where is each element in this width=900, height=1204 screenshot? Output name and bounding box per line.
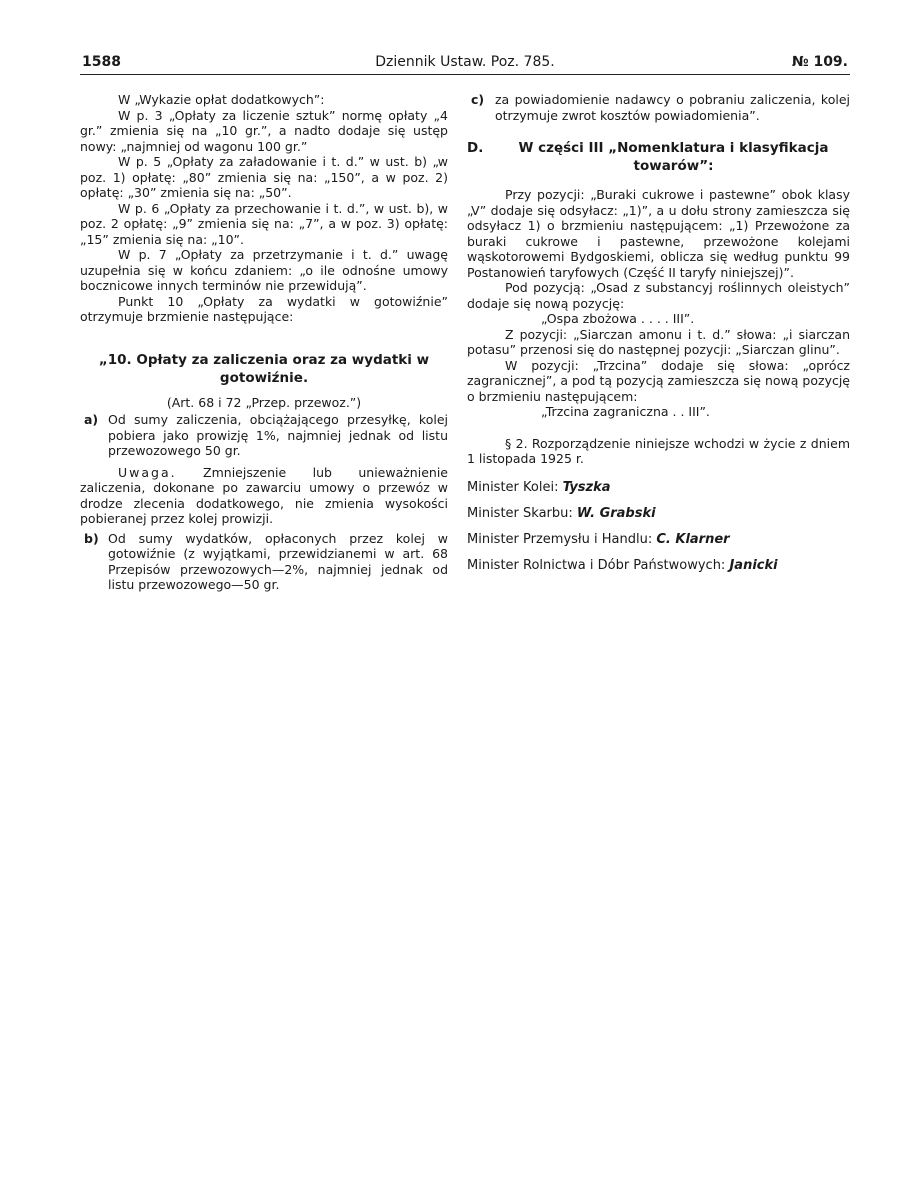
new-item-line: „Trzcina zagraniczna . . III”. (541, 404, 710, 419)
paragraph: Przy pozycji: „Buraki cukrowe i pastewne” obok klasy „V” dodaje się odsyłacz: „1)”, a u dołu strony zamieszcza się odsyłacz 1) o brzmieniu następującem: „1) Przewożone za buraki cukrowe i pastewne, przewożone kolejami wąskotorowemi Bydgoskiemi, oblicza się według punktu 99 Postanowień taryfowych (Część II taryfy niniejszej)”. (467, 187, 850, 280)
signature-role: Minister Rolnictwa i Dóbr Państwowych: (467, 557, 726, 573)
journal-title: Dziennik Ustaw. Poz. 785. (375, 54, 555, 70)
signature-name: Tyszka (562, 479, 611, 495)
note-label: Uwaga. (118, 464, 177, 480)
paragraph: W „Wykazie opłat dodatkowych”: (118, 92, 325, 107)
section-d-heading (467, 139, 850, 175)
page-header (82, 52, 848, 74)
signature-name: W. Grabski (576, 505, 656, 521)
paragraph: W p. 3 „Opłaty za liczenie sztuk” normę opłaty „4 gr.” zmienia się na „10 gr.”, a nadto dodaje się ustęp nowy: „najmniej od wagonu 100 gr.” (80, 107, 448, 154)
note-paragraph (80, 465, 448, 527)
signature-row (467, 527, 850, 553)
signature-row (467, 501, 850, 527)
signature-name: Janicki (729, 557, 778, 573)
signature-row (467, 475, 850, 501)
signature-role: Minister Skarbu: (467, 505, 573, 521)
item-marker: a) (84, 412, 99, 427)
item-text: za powiadomienie nadawcy o pobraniu zaliczenia, kolej otrzymuje zwrot kosztów powiadomienia”. (495, 92, 850, 123)
article-reference: (Art. 68 i 72 „Przep. przewoz.”) (166, 394, 362, 410)
section-title: W części III „Nomenklatura i klasyfikacja towarów”: (518, 140, 829, 174)
signature-name: C. Klarner (656, 531, 730, 547)
page-number: 1588 (82, 54, 121, 70)
signature-role: Minister Przemysłu i Handlu: (467, 531, 653, 547)
new-item-line: „Ospa zbożowa . . . . III”. (541, 311, 695, 326)
list-item-a (80, 412, 448, 459)
signature-role: Minister Kolei: (467, 479, 559, 495)
section-marker: D. (467, 140, 484, 156)
paragraph: W p. 7 „Opłaty za przetrzymanie i t. d.” uwagę uzupełnia się w końcu zdaniem: „o ile odnośne umowy bocznicowe innych terminów nie przewidują”. (80, 247, 448, 293)
paragraph: Pod pozycją: „Osad z substancyj roślinnych oleistych” dodaje się nową pozycję: (467, 280, 850, 311)
item-marker: b) (84, 530, 99, 546)
left-column (80, 92, 448, 593)
paragraph: W p. 6 „Opłaty za przechowanie i t. d.”, w ust. b), w poz. 2 opłatę: „9” zmienia się na: „7”, a w poz. 3) opłatę: „15” zmienia się na: „10”. (80, 200, 448, 247)
item-marker: c) (471, 92, 485, 107)
final-paragraph: § 2. Rozporządzenie niniejsze wchodzi w życie z dniem 1 listopada 1925 r. (467, 435, 850, 466)
list-item-b (80, 531, 448, 593)
item-text: Od sumy zaliczenia, obciążającego przesyłkę, kolej pobiera jako prowizję 1%, najmniej jednak od listu przewozowego 50 gr. (108, 412, 448, 458)
paragraph: W pozycji: „Trzcina” dodaje się słowa: „oprócz zagranicznej”, a pod tą pozycją zamieszcza się nową pozycję o brzmieniu następującem: (467, 357, 850, 404)
signature-row (467, 553, 850, 579)
signatures (467, 475, 850, 579)
paragraph: Z pozycji: „Siarczan amonu i t. d.” słowa: „i siarczan potasu” przenosi się do następnej pozycji: „Siarczan glinu”. (467, 326, 850, 357)
issue-number: № 109. (791, 54, 848, 70)
paragraph: Punkt 10 „Opłaty za wydatki w gotowiźnie” otrzymuje brzmienie następujące: (80, 293, 448, 324)
note-text: Zmniejszenie lub unieważnienie zaliczenia, dokonane po zawarciu umowy o przewóz w drodze zlecenia dodatkowego, nie zmienia wysokości pobieranej przez kolej prowizji. (80, 464, 448, 526)
list-item-c (467, 92, 850, 123)
header-rule (80, 74, 850, 75)
right-column (467, 92, 850, 579)
section-heading: „10. Opłaty za zaliczenia oraz za wydatki w gotowiźnie. (98, 351, 430, 386)
paragraph: W p. 5 „Opłaty za załadowanie i t. d.” w ust. b) „w poz. 1) opłatę: „80” zmienia się na: „150”, a w poz. 2) opłatę: „30” zmienia się na: „50”. (80, 154, 448, 200)
item-text: Od sumy wydatków, opłaconych przez kolej w gotowiźnie (z wyjątkami, przewidzianemi w art. 68 Przepisów przewozowych—2%, najmniej jednak od listu przewozowego—50 gr. (108, 530, 448, 592)
